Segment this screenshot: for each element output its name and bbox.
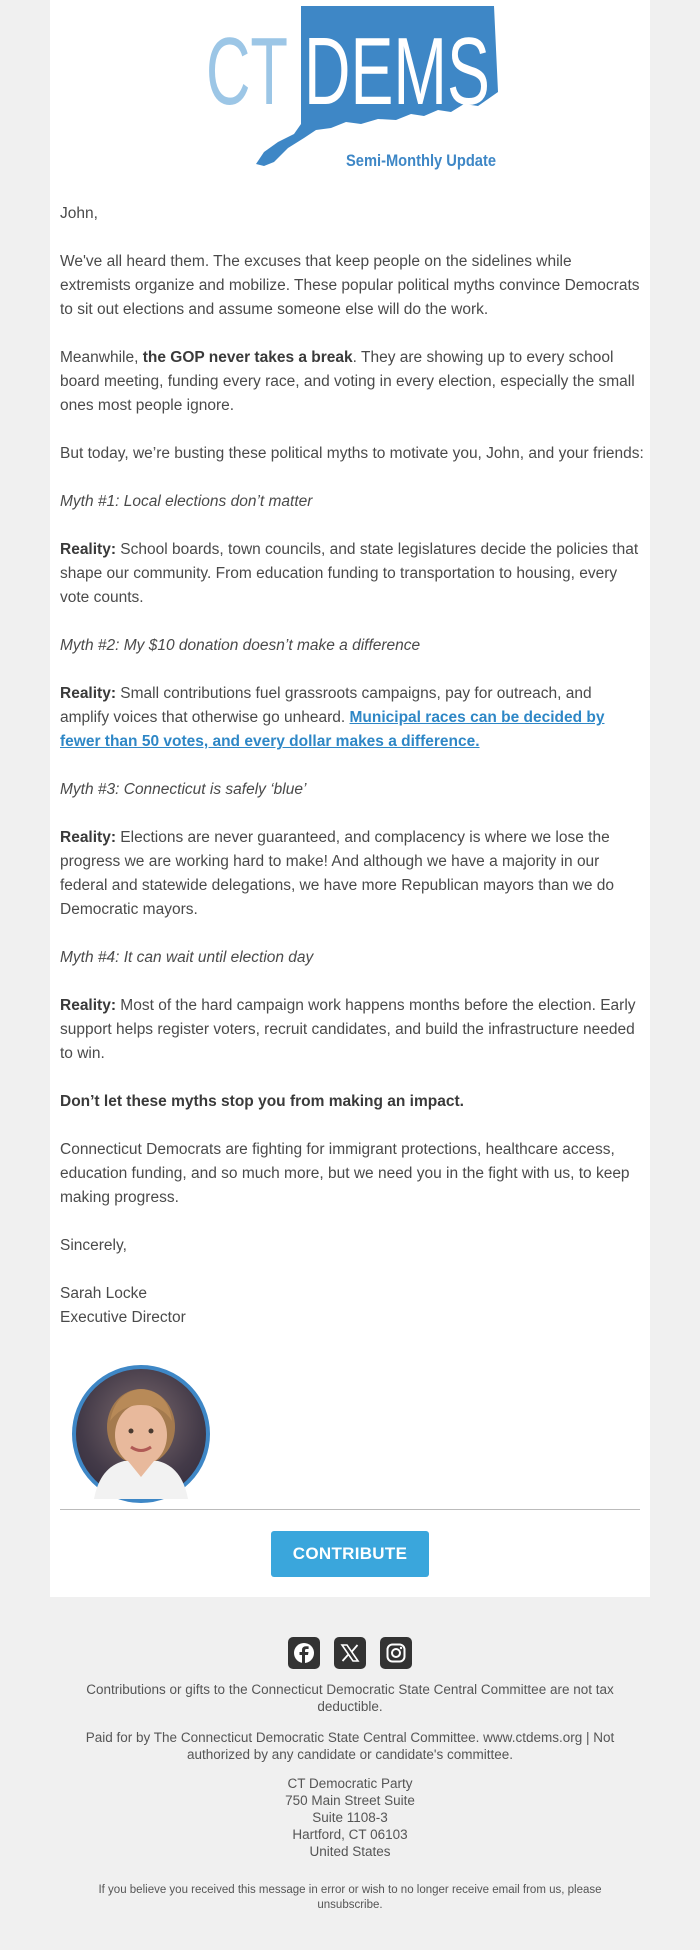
- ct-dems-logo: [206, 4, 496, 170]
- signer-title: Executive Director: [60, 1309, 186, 1326]
- reality-2: Reality: Small contributions fuel grassroots campaigns, pay for outreach, and amplify voices that otherwise go unheard. Municipal races can be decided by fewer than 50 votes, and every dollar makes a difference.: [60, 685, 605, 750]
- tax-disclaimer: Contributions or gifts to the Connecticut Democratic State Central Committee are not tax deductible.: [86, 1682, 614, 1714]
- facebook-icon[interactable]: [288, 1637, 320, 1669]
- address-line: Suite 1108-3: [312, 1810, 388, 1825]
- myth-2: Myth #2: My $10 donation doesn’t make a difference: [60, 637, 421, 654]
- paid-for-notice: Paid for by The Connecticut Democratic State Central Committee. www.ctdems.org | Not authorized by any candidate or candidate's committee.: [85, 1730, 615, 1762]
- myth-4: Myth #4: It can wait until election day: [60, 949, 314, 966]
- address-line: 750 Main Street Suite: [285, 1793, 415, 1808]
- logo-ct-text: CT: [206, 18, 288, 125]
- paragraph-3: But today, we’re busting these political myths to motivate you, John, and your friends:: [60, 445, 644, 462]
- paragraph-2: Meanwhile, the GOP never takes a break. They are showing up to every school board meeting, funding every race, and voting in every election, especially the small ones most people ignore.: [60, 349, 635, 414]
- greeting: John,: [60, 205, 98, 222]
- reality-4: Reality: Most of the hard campaign work happens months before the election. Early support helps register voters, recruit candidates, and build the infrastructure needed to win.: [60, 997, 636, 1062]
- divider: [60, 1509, 640, 1510]
- address-line: United States: [309, 1844, 391, 1859]
- instagram-icon[interactable]: [380, 1637, 412, 1669]
- myth-3: Myth #3: Connecticut is safely ‘blue’: [60, 781, 307, 798]
- address-line: CT Democratic Party: [287, 1776, 413, 1791]
- letter-body: [60, 202, 644, 1330]
- contribute-button[interactable]: CONTRIBUTE: [271, 1531, 429, 1577]
- address-line: Hartford, CT 06103: [292, 1827, 408, 1842]
- reality-1: Reality: School boards, town councils, and state legislatures decide the policies that shape our community. From education funding to transportation to housing, every vote counts.: [60, 541, 639, 606]
- logo-dems-text: DEMS: [304, 18, 490, 125]
- x-icon[interactable]: [334, 1637, 366, 1669]
- signoff: Sincerely,: [60, 1237, 127, 1254]
- reality-3: Reality: Elections are never guaranteed, and complacency is where we lose the progress we are working hard to make! And although we have a majority in our federal and statewide delegations, we have more Republican mayors than we do Democratic mayors.: [60, 829, 615, 918]
- municipal-races-link[interactable]: Municipal races can be decided by fewer than 50 votes, and every dollar makes a difference.: [60, 709, 605, 750]
- unsubscribe-notice[interactable]: If you believe you received this message in error or wish to no longer receive email from us, please unsubscribe.: [98, 1884, 602, 1911]
- myth-1: Myth #1: Local elections don’t matter: [60, 493, 313, 510]
- callout: Don’t let these myths stop you from making an impact.: [60, 1093, 464, 1110]
- email-card: [50, 0, 650, 1597]
- gop-highlight: the GOP never takes a break: [142, 349, 353, 366]
- mailing-address: [70, 1775, 630, 1860]
- signature: [60, 1282, 644, 1330]
- paragraph-1: We've all heard them. The excuses that keep people on the sidelines while extremists organize and mobilize. These popular political myths convince Democrats to sit out elections and assume someone else will do the work.: [60, 253, 640, 318]
- signer-name: Sarah Locke: [60, 1285, 148, 1302]
- signer-photo: [72, 1365, 210, 1503]
- closing-paragraph: Connecticut Democrats are fighting for immigrant protections, healthcare access, education funding, and so much more, but we need you in the fight with us, to keep making progress.: [60, 1141, 630, 1206]
- logo-tagline: Semi-Monthly Update: [346, 151, 496, 170]
